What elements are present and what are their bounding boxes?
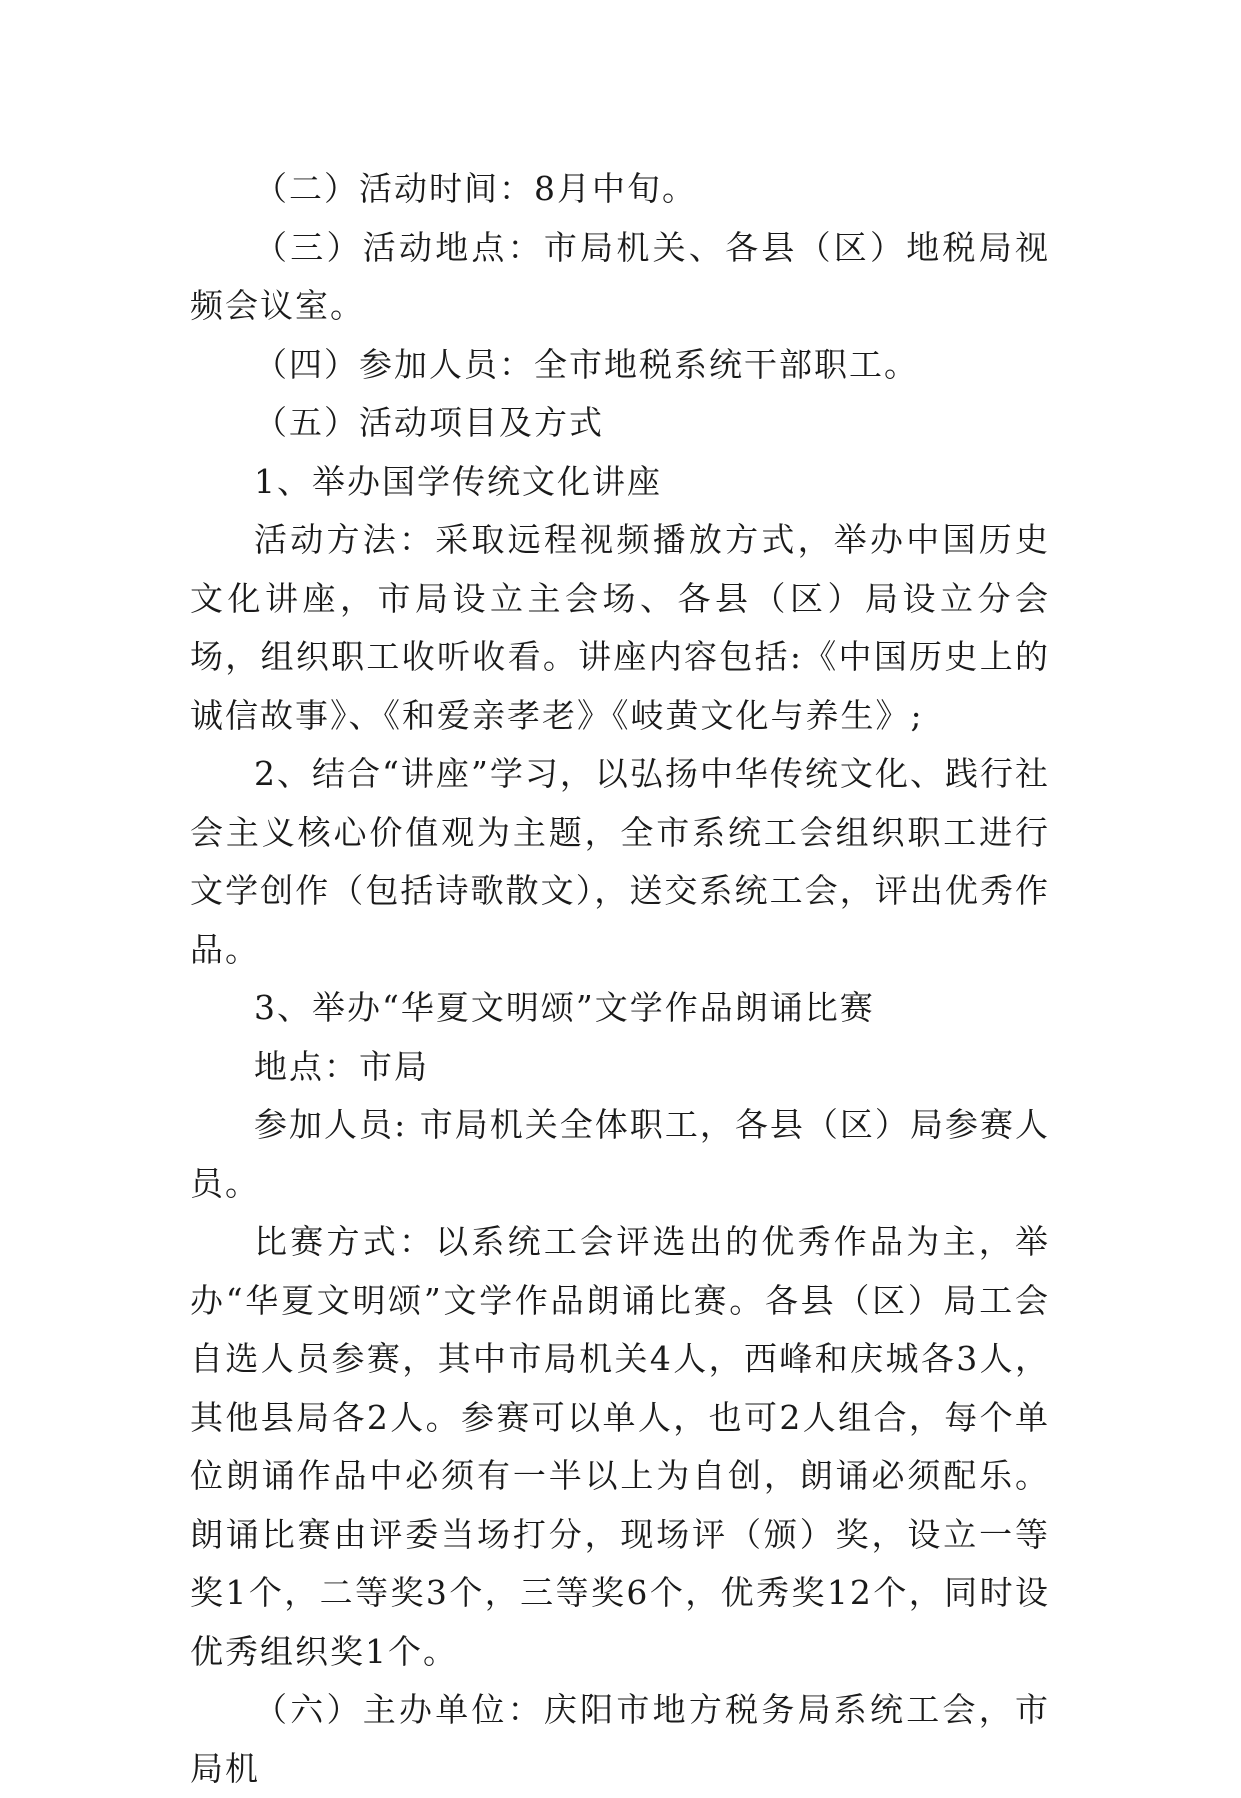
paragraph-item-2-writing: 2、结合“讲座”学习，以弘扬中华传统文化、践行社会主义核心价值观为主题，全市系统工会组织职工进行文学创作（包括诗歌散文），送交系统工会，评出优秀作品。 bbox=[190, 754, 1050, 969]
paragraph-item-1-lecture: 1、举办国学传统文化讲座 bbox=[254, 461, 662, 501]
paragraph-lecture-method: 活动方法：采取远程视频播放方式，举办中国历史文化讲座，市局设立主会场、各县（区）局设立分会场，组织职工收听收看。讲座内容包括:《中国历史上的诚信故事》、《和爱亲孝老》《岐黄文化与养生》; bbox=[190, 520, 1050, 735]
paragraph-recital-format: 比赛方式：以系统工会评选出的优秀作品为主，举办“华夏文明颂”文学作品朗诵比赛。各县（区）局工会自选人员参赛，其中市局机关4人，西峰和庆城各3人，其他县局各2人。参赛可以单人，也可2人组合，每个单位朗诵作品中必须有一半以上为自创，朗诵必须配乐。朗诵比赛由评委当场打分，现场评（颁）奖，设立一等奖1个，二等奖3个，三等奖6个，优秀奖12个，同时设优秀组织奖1个。 bbox=[190, 1222, 1050, 1671]
paragraph-participants: （四）参加人员：全市地税系统干部职工。 bbox=[254, 344, 919, 384]
paragraph-activity-items-heading: （五）活动项目及方式 bbox=[254, 403, 604, 442]
document-body bbox=[190, 160, 1050, 1798]
paragraph-activity-time: （二）活动时间：8月中旬。 bbox=[254, 169, 697, 208]
paragraph-organizer: （六）主办单位：庆阳市地方税务局系统工会，市局机 bbox=[190, 1690, 1050, 1788]
paragraph-activity-location: （三）活动地点：市局机关、各县（区）地税局视频会议室。 bbox=[190, 227, 1050, 325]
paragraph-recital-participants: 参加人员: 市局机关全体职工，各县（区）局参赛人员。 bbox=[190, 1105, 1050, 1203]
paragraph-recital-location: 地点：市局 bbox=[254, 1046, 429, 1086]
paragraph-item-3-recital: 3、举办“华夏文明颂”文学作品朗诵比赛 bbox=[254, 988, 875, 1027]
